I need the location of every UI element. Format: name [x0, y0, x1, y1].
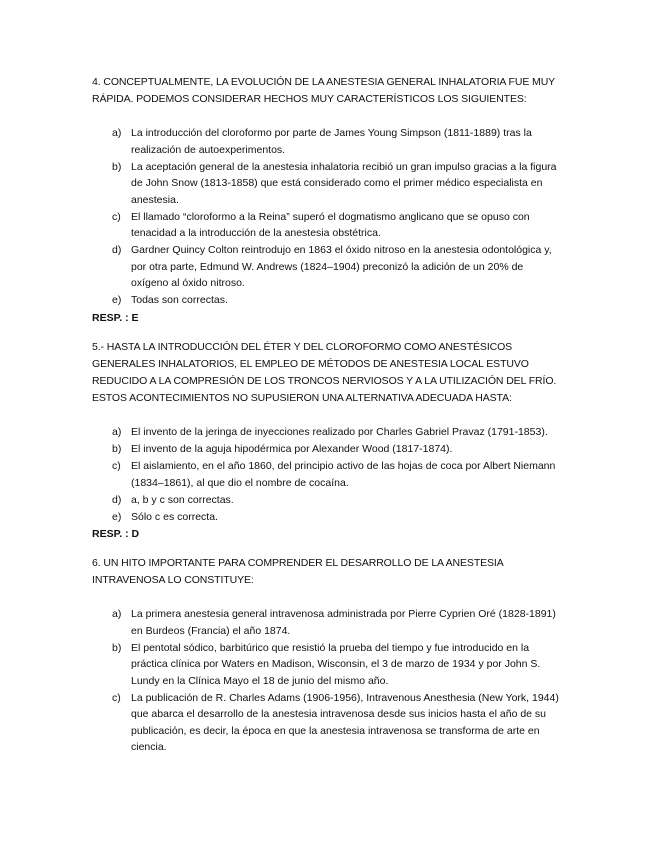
option-text: La introducción del cloroformo por parte de James Young Simpson (1811-1889) tras la realización de autoexperimentos.	[131, 127, 532, 156]
option-item	[92, 159, 562, 209]
option-text: La primera anestesia general intravenosa administrada por Pierre Cyprien Oré (1828-1891) en Burdeos (Francia) el año 1874.	[131, 608, 556, 637]
question-6	[92, 555, 562, 756]
option-letter: c)	[112, 691, 121, 704]
options-list	[92, 125, 562, 309]
question-heading: 5.- HASTA LA INTRODUCCIÓN DEL ÉTER Y DEL CLOROFORMO COMO ANESTÉSICOS GENERALES INHALATORIOS, EL EMPLEO DE MÉTODOS DE ANESTESIA LOCAL ESTUVO REDUCIDO A LA COMPRESIÓN DE LOS TRONCOS NERVIOSOS Y A LA UTILIZACIÓN DEL FRÍO. ESTOS ACONTECIMIENTOS NO SUPUSIERON UNA ALTERNATIVA ADECUADA HASTA:	[92, 341, 557, 404]
option-item	[92, 492, 562, 509]
option-item	[92, 209, 562, 242]
option-letter: b)	[112, 160, 122, 173]
question-heading: 6. UN HITO IMPORTANTE PARA COMPRENDER EL DESARROLLO DE LA ANESTESIA INTRAVENOSA LO CONSTITUYE:	[92, 557, 504, 586]
option-item	[92, 690, 562, 756]
option-letter: a)	[112, 127, 122, 139]
option-letter: a)	[112, 426, 122, 438]
answer-label: RESP. : E	[92, 311, 139, 324]
option-text: a, b y c son correctas.	[131, 493, 234, 506]
option-letter: e)	[112, 294, 122, 306]
options-list	[92, 424, 562, 525]
option-item	[92, 441, 562, 458]
option-text: La publicación de R. Charles Adams (1906-1956), Intravenous Anesthesia (New York, 1944) que abarca el desarrollo de la anestesia intravenosa desde sus inicios hasta el año de su publicación, es decir, la época en que la anestesia intravenosa se transforma de arte en ciencia.	[131, 691, 559, 753]
option-item	[92, 640, 562, 690]
option-letter: c)	[112, 460, 121, 472]
option-text: Sólo c es correcta.	[131, 510, 218, 523]
question-4	[92, 74, 562, 326]
answer-label: RESP. : D	[92, 528, 140, 540]
option-text: Todas son correctas.	[131, 294, 228, 306]
option-text: La aceptación general de la anestesia inhalatoria recibió un gran impulso gracias a la figura de John Snow (1813-1858) que está considerado como el primer médico especialista en anestesia.	[131, 160, 557, 206]
option-text: El invento de la jeringa de inyecciones realizado por Charles Gabriel Pravaz (1791-1853).	[131, 426, 548, 438]
option-item	[92, 606, 562, 639]
option-letter: a)	[112, 608, 122, 620]
question-heading: 4. CONCEPTUALMENTE, LA EVOLUCIÓN DE LA ANESTESIA GENERAL INHALATORIA FUE MUY RÁPIDA. PODEMOS CONSIDERAR HECHOS MUY CARACTERÍSTICOS LOS SIGUIENTES:	[92, 76, 555, 105]
option-text: Gardner Quincy Colton reintrodujo en 1863 el óxido nitroso en la anestesia odontológica y, por otra parte, Edmund W. Andrews (1824–1904) preconizó la adición de un 20% de oxígeno al óxido nitroso.	[131, 244, 552, 289]
option-item	[92, 509, 562, 526]
option-item	[92, 424, 562, 441]
question-5	[92, 339, 562, 542]
option-item	[92, 292, 562, 309]
option-letter: b)	[112, 641, 122, 654]
option-item	[92, 125, 562, 158]
option-item	[92, 242, 562, 292]
option-text: El llamado “cloroformo a la Reina” superó el dogmatismo anglicano que se opuso con tenacidad a la introducción de la anestesia obstétrica.	[131, 210, 530, 239]
option-letter: b)	[112, 443, 122, 455]
option-text: El invento de la aguja hipodérmica por Alexander Wood (1817-1874).	[131, 443, 453, 455]
option-text: El aislamiento, en el año 1860, del principio activo de las hojas de coca por Albert Niemann (1834–1861), al que dio el nombre de cocaína.	[131, 460, 556, 489]
option-item	[92, 458, 562, 491]
options-list	[92, 606, 562, 756]
option-letter: d)	[112, 493, 122, 506]
option-letter: e)	[112, 510, 122, 523]
option-letter: c)	[112, 210, 121, 223]
option-letter: d)	[112, 244, 122, 256]
option-text: El pentotal sódico, barbitúrico que resistió la prueba del tiempo y fue introducido en la práctica clínica por Waters en Madison, Wisconsin, el 3 de marzo de 1934 y por John S. Lundy en la Clínica Mayo el 18 de junio del mismo año.	[131, 641, 541, 687]
